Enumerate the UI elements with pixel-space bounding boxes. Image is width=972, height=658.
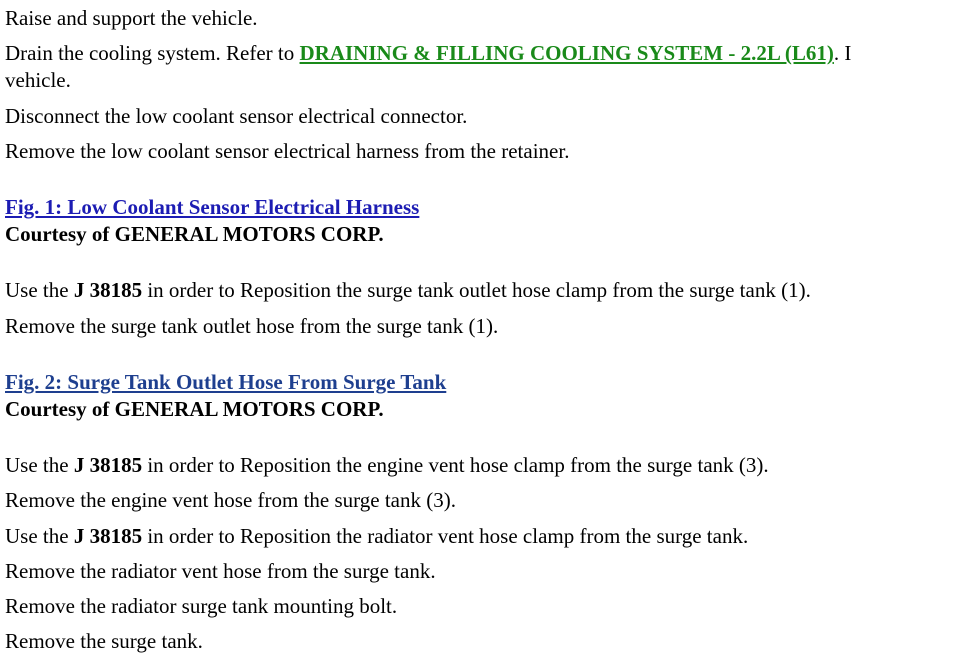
- step-text: Remove the radiator surge tank mounting bolt.: [5, 594, 398, 618]
- step-text: Use the: [5, 453, 74, 477]
- figure-1-courtesy: [5, 221, 384, 247]
- draining-filling-link[interactable]: DRAINING & FILLING COOLING SYSTEM - 2.2L (L61): [299, 41, 834, 65]
- step-text: in order to Reposition the engine vent hose clamp from the surge tank (3).: [142, 453, 769, 477]
- step-raise-vehicle: [5, 5, 258, 31]
- step-reposition-outlet-clamp: [5, 277, 811, 303]
- step-reposition-engine-vent-clamp: [5, 452, 769, 478]
- step-drain-cooling: [5, 40, 851, 66]
- step-remove-radiator-vent-hose: [5, 558, 436, 584]
- step-text: Remove the radiator vent hose from the surge tank.: [5, 559, 436, 583]
- tool-number: J 38185: [73, 453, 143, 477]
- step-text: Remove the low coolant sensor electrical harness from the retainer.: [5, 139, 570, 163]
- step-text: Disconnect the low coolant sensor electrical connector.: [5, 104, 468, 128]
- tool-number: J 38185: [73, 278, 143, 302]
- courtesy-text: Courtesy of GENERAL MOTORS CORP.: [5, 222, 384, 246]
- step-remove-outlet-hose: [5, 313, 498, 339]
- step-remove-harness: [5, 138, 569, 164]
- step-text: Remove the surge tank.: [5, 629, 203, 653]
- step-drain-cooling-cont: [5, 67, 71, 93]
- step-text: Use the: [5, 524, 74, 548]
- figure-2-caption: [5, 369, 446, 395]
- step-reposition-radiator-vent-clamp: [5, 523, 748, 549]
- figure-2-courtesy: [5, 396, 384, 422]
- step-disconnect-connector: [5, 103, 467, 129]
- step-text: Remove the engine vent hose from the surge tank (3).: [5, 488, 456, 512]
- figure-1-link[interactable]: Fig. 1: Low Coolant Sensor Electrical Harness: [5, 195, 420, 219]
- step-text: vehicle.: [5, 68, 71, 92]
- tool-number: J 38185: [73, 524, 143, 548]
- step-remove-engine-vent-hose: [5, 487, 456, 513]
- figure-1-caption: [5, 194, 419, 220]
- step-text: Remove the surge tank outlet hose from the surge tank (1).: [5, 314, 499, 338]
- step-text: Drain the cooling system. Refer to: [5, 41, 300, 65]
- step-text: in order to Reposition the surge tank outlet hose clamp from the surge tank (1).: [142, 278, 811, 302]
- step-text-suffix: . I: [833, 41, 852, 65]
- step-remove-surge-tank: [5, 628, 203, 654]
- courtesy-text: Courtesy of GENERAL MOTORS CORP.: [5, 397, 384, 421]
- step-text: Raise and support the vehicle.: [5, 6, 258, 30]
- step-text: in order to Reposition the radiator vent hose clamp from the surge tank.: [142, 524, 749, 548]
- figure-2-link[interactable]: Fig. 2: Surge Tank Outlet Hose From Surge Tank: [5, 370, 447, 394]
- step-text: Use the: [5, 278, 74, 302]
- step-remove-mounting-bolt: [5, 593, 397, 619]
